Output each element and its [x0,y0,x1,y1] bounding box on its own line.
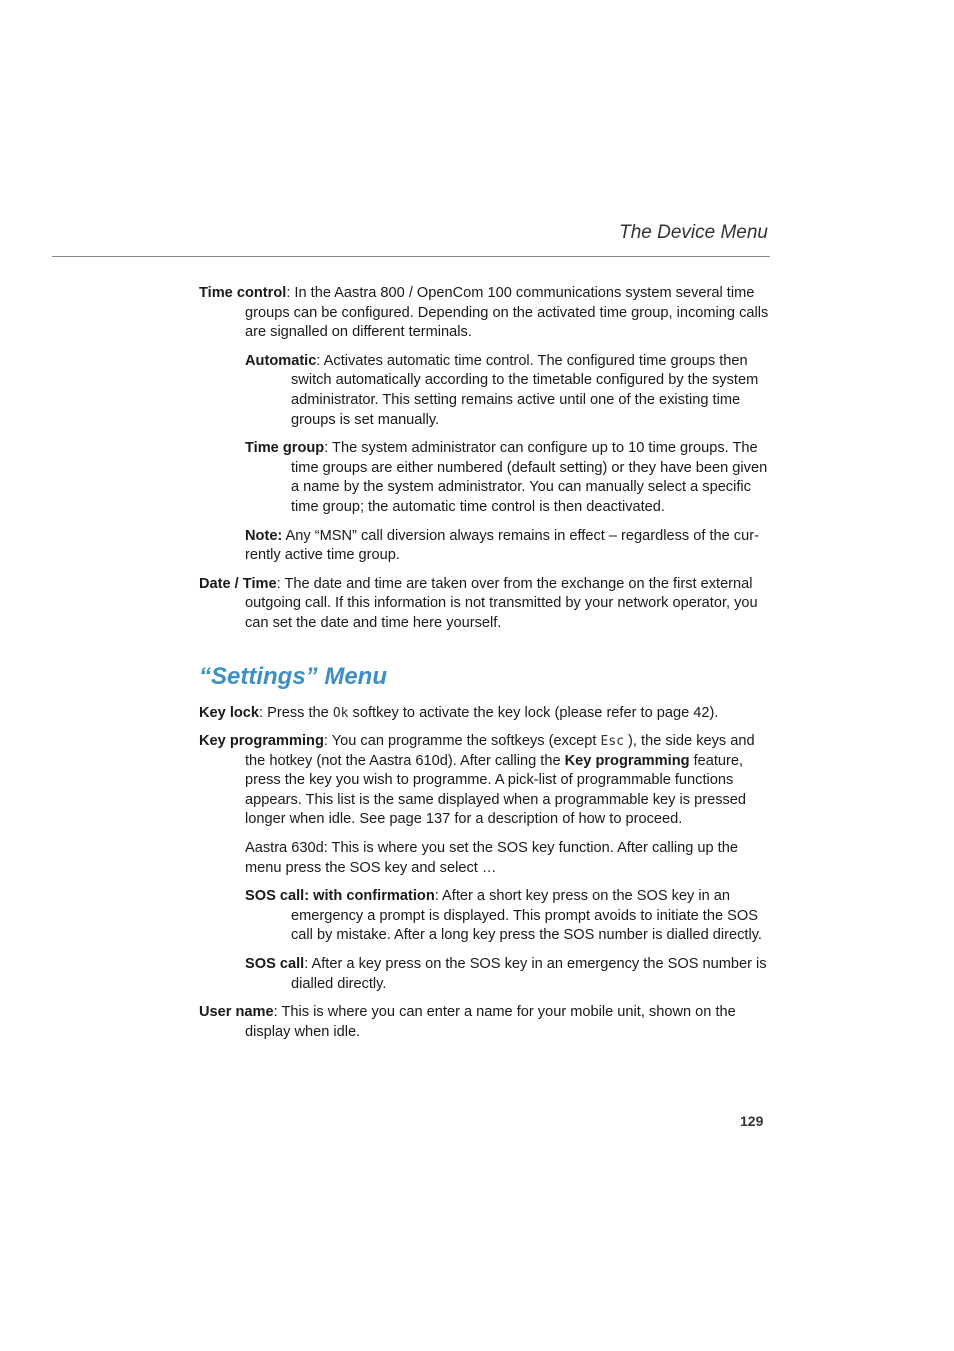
desc-time-control: : In the Aastra 800 / OpenCom 100 communications system several time groups can be configured. Depending on the activated time group, incoming calls are signalled on different terminals. [245,285,769,341]
entry-time-group [245,439,770,517]
softkey-esc: Esc [600,734,624,750]
desc-key-programming-2: ), the side keys and the hotkey (not the Aastra 610d). After calling the [245,733,755,769]
running-header-title: The Device Menu [619,222,768,243]
desc-sos-confirmation: : After a short key press on the SOS key in an emergency a prompt is displayed. This prompt avoids to initiate the SOS call by mistake. After a long key press the SOS number is dialled directly. [291,888,762,944]
entry-automatic [245,352,770,430]
desc-date-time: : The date and time are taken over from the exchange on the first external outgoing call. If this information is not transmitted by your network operator, you can set the date and time here yourself. [245,575,758,631]
note-label: Note: [245,527,283,544]
term-sos-confirmation: SOS call: with confirmation [245,888,435,905]
term-key-programming: Key programming [199,733,324,750]
page-number: 129 [740,1113,764,1129]
term-automatic: Automatic [245,352,317,369]
desc-key-lock-1: : Press the [259,704,333,721]
desc-user-name: : This is where you can enter a name for your mobile unit, shown on the display when idle. [245,1004,736,1040]
desc-sos-call: : After a key press on the SOS key in an emergency the SOS number is dialled directly. [291,956,767,992]
term-key-lock: Key lock [199,704,260,721]
desc-automatic: : Activates automatic time control. The configured time groups then switch automatically according to the timetable configured by the system administrator. This setting remains active until one of the existing time groups is set manually. [291,352,759,428]
entry-key-programming [199,732,770,830]
header-divider [52,256,770,257]
term-user-name: User name [199,1004,274,1021]
entry-user-name [199,1003,770,1042]
desc-time-group: : The system administrator can configure up to 10 time groups. The time groups are either numbered (default setting) or they have been given a name by the system administrator. You can manually select a specific time group; the automatic time control is then deactivated. [291,440,768,515]
entry-date-time [199,575,770,634]
para-aastra-630d: Aastra 630d: This is where you set the SOS key function. After calling up the menu press the SOS key and select … [245,840,738,876]
section-heading-settings: “Settings” Menu [199,662,388,690]
inline-key-programming: Key programming [564,752,690,769]
softkey-ok: Ok [332,705,349,721]
desc-key-lock-2: softkey to activate the key lock (please refer to page 42). [348,704,719,721]
term-time-control: Time control [199,285,287,301]
entry-time-control [199,284,770,343]
entry-sos-call [245,955,770,994]
note-text: Any “MSN” call diversion always remains in effect – regardless of the cur-rently active time group. [245,527,759,564]
term-sos-call: SOS call [245,956,305,973]
entry-key-lock [199,704,770,724]
entry-sos-confirmation [245,887,770,946]
term-date-time: Date / Time [199,575,277,592]
note-msn [245,527,770,566]
desc-key-programming-1: : You can programme the softkeys (except [323,733,601,750]
term-time-group: Time group [245,440,325,457]
desc-key-programming-3: feature, press the key you wish to programme. A pick-list of programmable functions appears. This list is the same displayed when a programmable key is pressed longer when idle. See page 137 for a description of how to proceed. [245,752,747,828]
page-content [199,284,770,1051]
